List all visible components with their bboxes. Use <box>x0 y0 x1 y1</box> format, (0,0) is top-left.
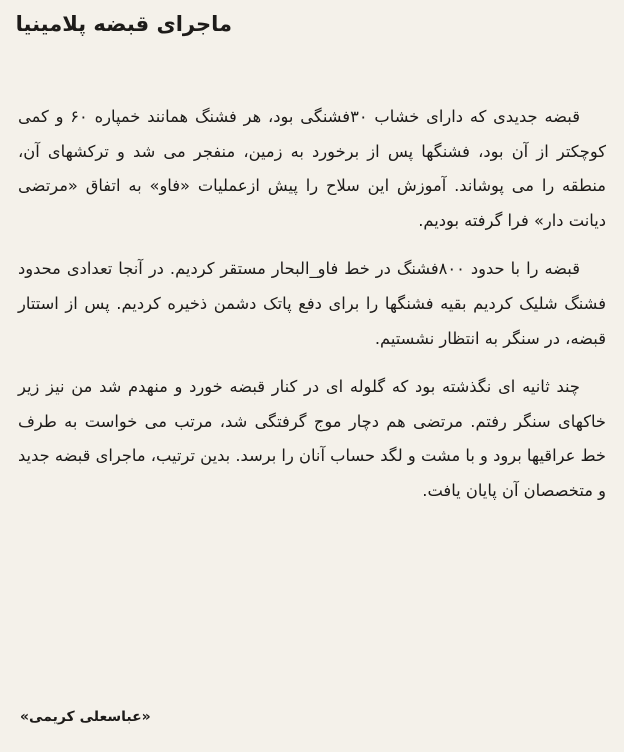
paragraph-2 <box>18 252 606 356</box>
paragraph-2-text: قبضه را با حدود ۸۰۰فشنگ در خط فاو_البحار مستقر کردیم. در آنجا تعدادی محدود فشنگ شلیک کردیم بقیه فشنگها را برای دفع پاتک دشمن ذخیره کردیم. پس از استتار قبضه، در سنگر به انتظار نشستیم. <box>18 259 606 348</box>
paragraph-1-text: قبضه جدیدی که دارای خشاب ۳۰فشنگی بود، هر فشنگ همانند خمپاره ۶۰ و کمی کوچکتر از آن بود، فشنگها پس از برخورد به زمین، منفجر می شد و ترکشهای آن، منطقه را می پوشاند. آموزش این سلاح را پیش ازعملیات «فاو» به اتفاق «مرتضی دیانت دار» فرا گرفته بودیم. <box>18 107 606 230</box>
article-title: ماجرای قبضه پلامینیا <box>15 12 232 36</box>
article-body <box>18 100 606 509</box>
paragraph-1 <box>18 100 606 238</box>
paragraph-3 <box>18 370 606 508</box>
paragraph-3-text: چند ثانیه ای نگذشته بود که گلوله ای در کنار قبضه خورد و منهدم شد من نیز زیر خاکهای سنگر رفتم. مرتضی هم دچار موج گرفتگی شد، مرتب می خواست به طرف خط عراقیها برود و با مشت و لگد حساب آنان را برسد. بدین ترتیب، ماجرای قبضه جدید و متخصصان آن پایان یافت. <box>18 377 606 500</box>
author-name: «عباسعلی کریمی» <box>20 709 151 725</box>
